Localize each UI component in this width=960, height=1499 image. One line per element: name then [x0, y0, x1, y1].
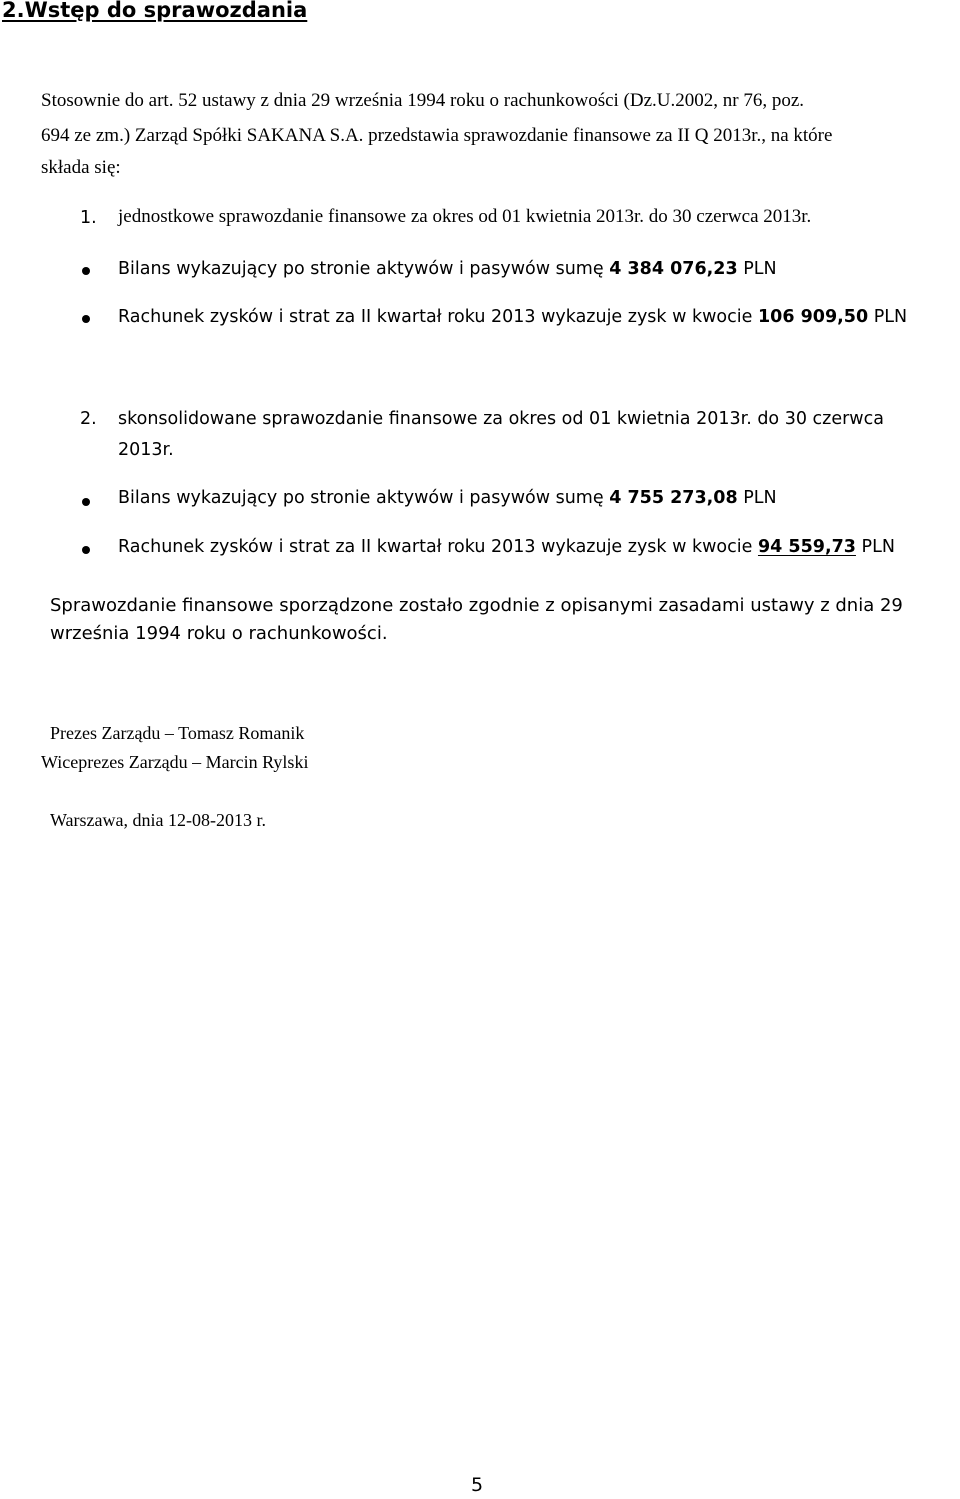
item-1-profit-prefix: Rachunek zysków i strat za II kwartał roku 2013 wykazuje zysk w kwocie: [118, 307, 758, 327]
item-2-profit-line: [118, 537, 895, 557]
item-1-profit-line: [118, 307, 907, 327]
item-2-profit-suffix: PLN: [855, 537, 895, 557]
bullet-icon: [82, 546, 90, 554]
closing-line-1: Sprawozdanie finansowe sporządzone zostało zgodnie z opisanymi zasadami ustawy z dnia 29: [50, 595, 903, 616]
item-1-balance-suffix: PLN: [737, 259, 777, 279]
bullet-icon: [82, 267, 90, 275]
bullet-icon: [82, 498, 90, 506]
intro-line-2: 694 ze zm.) Zarząd Spółki SAKANA S.A. przedstawia sprawozdanie finansowe za II Q 2013r., na które: [41, 125, 833, 146]
item-1-balance-amount: 4 384 076,23: [609, 259, 738, 279]
item-2-balance-suffix: PLN: [737, 488, 777, 508]
item-2-profit-amount: 94 559,73: [757, 537, 856, 557]
intro-line-3: składa się:: [41, 157, 121, 178]
item-2-profit-prefix: Rachunek zysków i strat za II kwartał roku 2013 wykazuje zysk w kwocie: [118, 537, 758, 557]
item-1-title: jednostkowe sprawozdanie finansowe za okres od 01 kwietnia 2013r. do 30 czerwca 2013r.: [118, 206, 812, 227]
item-1-balance-prefix: Bilans wykazujący po stronie aktywów i pasywów sumę: [118, 259, 610, 279]
page-number: 5: [471, 1474, 484, 1496]
closing-line-2: września 1994 roku o rachunkowości.: [50, 623, 388, 644]
item-1-number: 1.: [80, 208, 97, 228]
signature-vice-president: Wiceprezes Zarządu – Marcin Rylski: [41, 752, 309, 772]
item-2-title: skonsolidowane sprawozdanie finansowe za okres od 01 kwietnia 2013r. do 30 czerwca: [118, 409, 884, 429]
signature-president: Prezes Zarządu – Tomasz Romanik: [50, 723, 305, 743]
intro-line-1: Stosownie do art. 52 ustawy z dnia 29 września 1994 roku o rachunkowości (Dz.U.2002, nr 76, poz.: [41, 90, 805, 111]
item-1-balance-line: [118, 259, 777, 279]
item-2-balance-line: [118, 488, 777, 508]
item-2-balance-prefix: Bilans wykazujący po stronie aktywów i pasywów sumę: [118, 488, 610, 508]
item-1-profit-amount: 106 909,50: [757, 307, 869, 327]
item-2-balance-amount: 4 755 273,08: [609, 488, 738, 508]
bullet-icon: [82, 315, 90, 323]
item-1-profit-suffix: PLN: [868, 307, 908, 327]
item-2-title-cont: 2013r.: [118, 440, 174, 460]
place-date: Warszawa, dnia 12-08-2013 r.: [50, 810, 266, 830]
item-2-number: 2.: [80, 409, 97, 429]
section-heading: 2.Wstęp do sprawozdania: [2, 0, 308, 22]
